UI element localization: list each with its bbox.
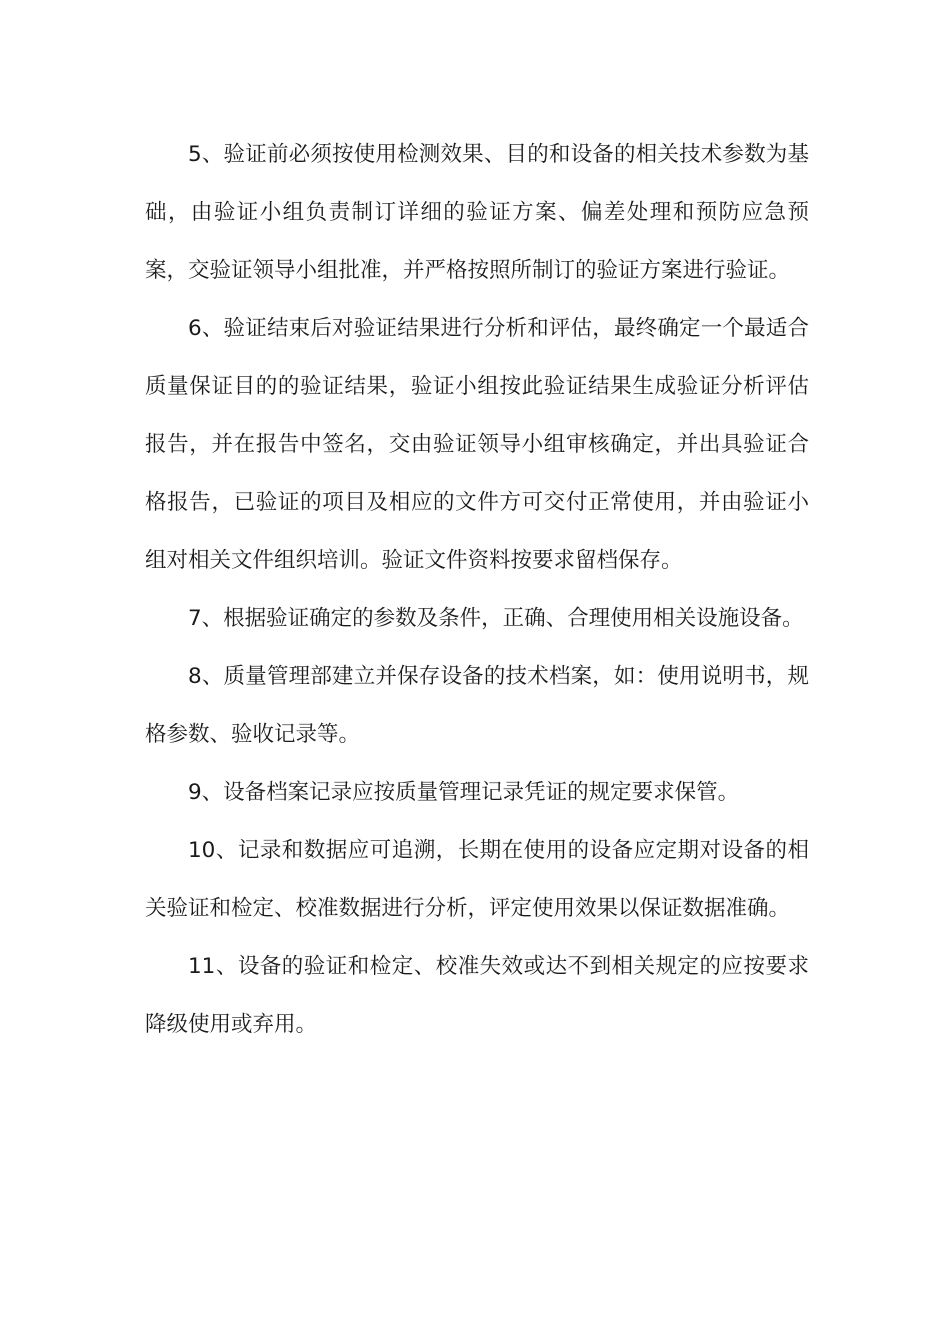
paragraph-item-10: 10、记录和数据应可追溯，长期在使用的设备应定期对设备的相关验证和检定、校准数据进行分析，评定使用效果以保证数据准确。: [145, 838, 809, 921]
paragraph-item-8: 8、质量管理部建立并保存设备的技术档案，如：使用说明书，规格参数、验收记录等。: [145, 664, 809, 747]
paragraph-item-11: 11、设备的验证和检定、校准失效或达不到相关规定的应按要求降级使用或弃用。: [145, 954, 809, 1037]
paragraph-item-5: 5、验证前必须按使用检测效果、目的和设备的相关技术参数为基础，由验证小组负责制订详细的验证方案、偏差处理和预防应急预案，交验证领导小组批准，并严格按照所制订的验证方案进行验证。: [145, 142, 809, 283]
document-body: [145, 126, 809, 1054]
paragraph-item-9: 9、设备档案记录应按质量管理记录凭证的规定要求保管。: [188, 780, 740, 805]
paragraph-item-7: 7、根据验证确定的参数及条件，正确、合理使用相关设施设备。: [188, 606, 804, 631]
paragraph-item-6: 6、验证结束后对验证结果进行分析和评估，最终确定一个最适合质量保证目的的验证结果，验证小组按此验证结果生成验证分析评估报告，并在报告中签名，交由验证领导小组审核确定，并出具验证合格报告，已验证的项目及相应的文件方可交付正常使用，并由验证小组对相关文件组织培训。验证文件资料按要求留档保存。: [145, 316, 809, 573]
